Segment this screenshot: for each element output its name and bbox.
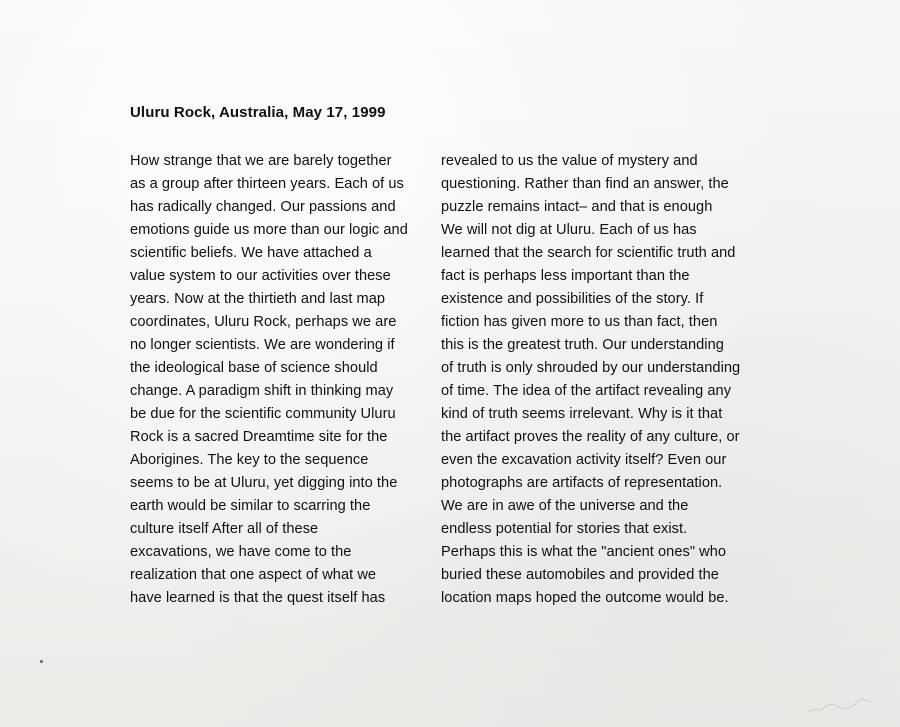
text-line: scientific beliefs. We have attached a [130, 245, 372, 261]
text-line: fiction has given more to us than fact, then [441, 314, 718, 330]
text-line: existence and possibilities of the story. If [441, 291, 704, 307]
text-line: We are in awe of the universe and the [441, 498, 689, 514]
text-line: puzzle remains intact– and that is enough [441, 199, 713, 215]
text-line: no longer scientists. We are wondering if [130, 337, 395, 353]
text-line: coordinates, Uluru Rock, perhaps we are [130, 314, 397, 330]
text-line: How strange that we are barely together [130, 153, 392, 169]
left-text-column [130, 150, 408, 610]
document-title: Uluru Rock, Australia, May 17, 1999 [130, 104, 386, 121]
paper-speck [40, 660, 43, 663]
text-line: revealed to us the value of mystery and [441, 153, 698, 169]
text-line: kind of truth seems irrelevant. Why is it that [441, 406, 723, 422]
text-line: earth would be similar to scarring the [130, 498, 371, 514]
text-line: excavations, we have come to the [130, 544, 352, 560]
text-line: years. Now at the thirtieth and last map [130, 291, 386, 307]
text-line: fact is perhaps less important than the [441, 268, 690, 284]
text-line: learned that the search for scientific truth and [441, 245, 736, 261]
text-line: change. A paradigm shift in thinking may [130, 383, 394, 399]
text-line: value system to our activities over these [130, 268, 391, 284]
text-line: the ideological base of science should [130, 360, 378, 376]
text-line: even the excavation activity itself? Even our [441, 452, 727, 468]
text-line: questioning. Rather than find an answer, the [441, 176, 729, 192]
text-line: this is the greatest truth. Our understanding [441, 337, 724, 353]
right-text-column [441, 150, 740, 610]
text-line: Perhaps this is what the "ancient ones" who [441, 544, 727, 560]
text-line: have learned is that the quest itself has [130, 590, 386, 606]
text-line: seems to be at Uluru, yet digging into the [130, 475, 398, 491]
text-line: be due for the scientific community Uluru [130, 406, 396, 422]
text-line: buried these automobiles and provided the [441, 567, 719, 583]
text-line: photographs are artifacts of representation. [441, 475, 723, 491]
text-line: culture itself After all of these [130, 521, 319, 537]
text-line: as a group after thirteen years. Each of us [130, 176, 404, 192]
text-line: the artifact proves the reality of any culture, or [441, 429, 740, 445]
faint-pencil-mark [804, 695, 873, 716]
text-line: We will not dig at Uluru. Each of us has [441, 222, 697, 238]
text-line: location maps hoped the outcome would be. [441, 590, 729, 606]
text-line: endless potential for stories that exist. [441, 521, 688, 537]
text-line: of truth is only shrouded by our understanding [441, 360, 741, 376]
text-line: Rock is a sacred Dreamtime site for the [130, 429, 388, 445]
text-line: of time. The idea of the artifact revealing any [441, 383, 732, 399]
text-line: has radically changed. Our passions and [130, 199, 396, 215]
text-line: emotions guide us more than our logic and [130, 222, 408, 238]
text-line: realization that one aspect of what we [130, 567, 377, 583]
text-line: Aborigines. The key to the sequence [130, 452, 369, 468]
